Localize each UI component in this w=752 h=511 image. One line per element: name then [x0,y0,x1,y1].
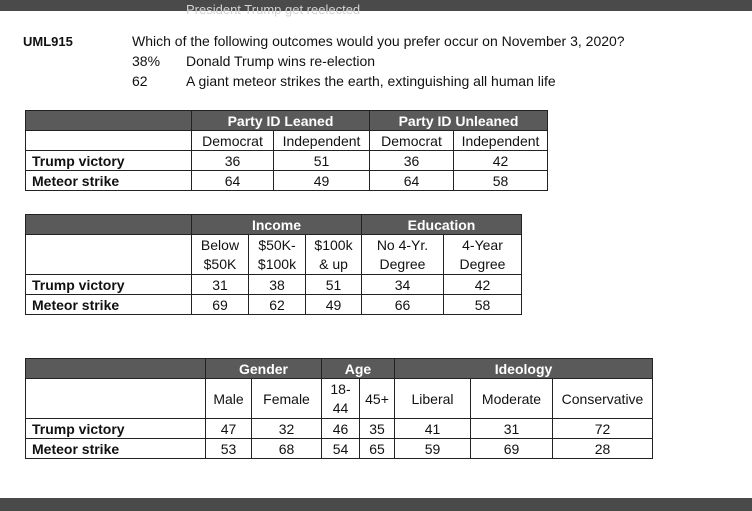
column-header: Democrat [192,131,274,151]
table-cell: 47 [206,419,252,439]
table-cell: 65 [360,439,395,459]
table-cell: 59 [395,439,471,459]
table-cell: 36 [192,151,274,171]
group-ideology: Ideology [395,359,653,379]
faded-header-text: President Trump get reelected [186,2,361,17]
column-header: 44 [322,399,360,419]
table-cell: 58 [454,171,548,191]
table-cell: 49 [306,295,362,315]
table-cell: 64 [370,171,454,191]
column-header: Liberal [395,379,471,419]
column-header: No 4-Yr. [362,235,444,255]
group-party-leaned: Party ID Leaned [192,111,370,131]
table-cell: 38 [249,275,306,295]
table-cell: 34 [362,275,444,295]
table-cell: 49 [274,171,370,191]
table-cell: 28 [553,439,653,459]
blank-cell [26,379,206,419]
row-label: Trump victory [26,275,192,295]
table-cell: 42 [444,275,522,295]
option-trump [132,53,375,69]
table-cell: 53 [206,439,252,459]
blank-cell [26,359,206,379]
table-cell: 36 [370,151,454,171]
column-header: $100k [306,235,362,255]
table-cell: 32 [252,419,322,439]
column-header: Male [206,379,252,419]
row-label: Trump victory [26,419,206,439]
table-cell: 51 [274,151,370,171]
table-row [26,439,653,459]
column-header: $50K [192,255,249,275]
table-cell: 35 [360,419,395,439]
column-header: Moderate [471,379,553,419]
table-row [26,171,548,191]
column-header-row [26,131,548,151]
row-label: Meteor strike [26,295,192,315]
table-cell: 46 [322,419,360,439]
column-header-row [26,235,522,255]
income-education-table [25,214,522,315]
table-row [26,419,653,439]
column-header: 4-Year [444,235,522,255]
option-trump-label: Donald Trump wins re-election [186,53,376,69]
option-meteor [132,73,556,89]
column-header: & up [306,255,362,275]
column-header: Below [192,235,249,255]
table-cell: 69 [471,439,553,459]
column-header: $50K- [249,235,306,255]
question-text: Which of the following outcomes would you prefer occur on November 3, 2020? [132,33,625,49]
column-header: Degree [362,255,444,275]
table-cell: 64 [192,171,274,191]
table-cell: 68 [252,439,322,459]
table-cell: 42 [454,151,548,171]
table-row [26,295,522,315]
option-meteor-label: A giant meteor strikes the earth, extinguishing all human life [186,73,556,89]
row-label: Meteor strike [26,171,192,191]
party-id-table [25,110,548,191]
blank-cell [26,215,192,235]
table-row [26,151,548,171]
blank-cell [26,131,192,151]
document-page [0,2,752,498]
group-age: Age [322,359,395,379]
table-cell: 54 [322,439,360,459]
group-header-row [26,359,653,379]
blank-cell [26,235,192,275]
gender-age-ideology-table [25,358,653,459]
column-header: Conservative [553,379,653,419]
group-income: Income [192,215,362,235]
table-cell: 41 [395,419,471,439]
table-cell: 72 [553,419,653,439]
column-header: Democrat [370,131,454,151]
column-header: Female [252,379,322,419]
group-gender: Gender [206,359,322,379]
table-cell: 69 [192,295,249,315]
option-meteor-pct: 62 [132,73,148,89]
blank-cell [26,111,192,131]
group-header-row [26,111,548,131]
table-row [26,275,522,295]
column-header: Independent [274,131,370,151]
column-header-row [26,379,653,399]
row-label: Meteor strike [26,439,206,459]
question-id: UML915 [23,34,73,49]
column-header: $100k [249,255,306,275]
group-education: Education [362,215,522,235]
column-header: 18- [322,379,360,399]
option-trump-pct: 38% [132,53,161,69]
column-header: Independent [454,131,548,151]
table-cell: 51 [306,275,362,295]
table-cell: 62 [249,295,306,315]
table-cell: 31 [471,419,553,439]
column-header: Degree [444,255,522,275]
group-party-unleaned: Party ID Unleaned [370,111,548,131]
table-cell: 31 [192,275,249,295]
column-header: 45+ [360,379,395,419]
row-label: Trump victory [26,151,192,171]
table-cell: 66 [362,295,444,315]
group-header-row [26,215,522,235]
table-cell: 58 [444,295,522,315]
